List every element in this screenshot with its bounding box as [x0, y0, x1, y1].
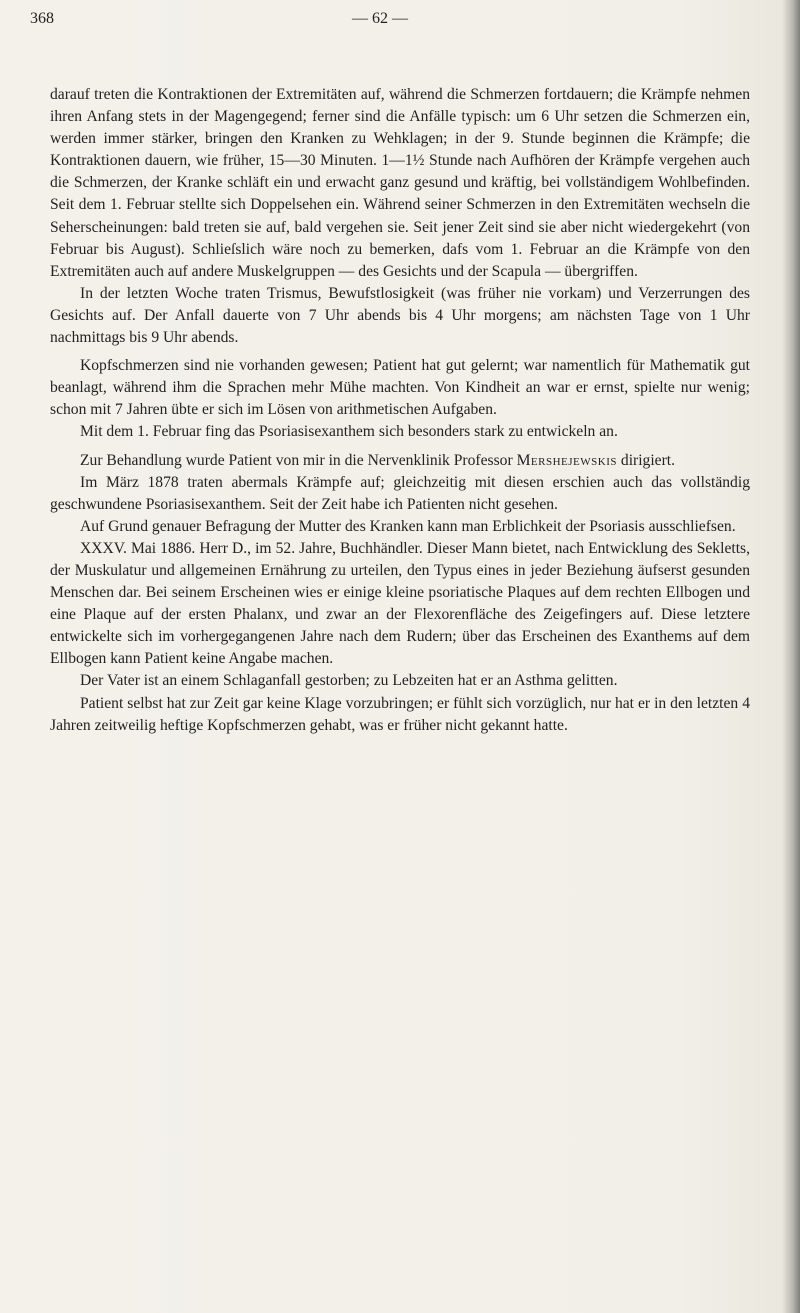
paragraph: Im März 1878 traten abermals Krämpfe auf; gleichzeitig mit diesen erschien auch das vollständig geschwundene Psoriasisexanthem. Seit der Zeit habe ich Patienten nicht gesehen. [50, 473, 750, 513]
paragraph: Kopfschmerzen sind nie vorhanden gewesen; Patient hat gut gelernt; war namentlich für Mathematik gut beanlagt, während ihm die Sprachen mehr Mühe machten. Von Kindheit an war er ernst, spielte nur wenig; schon mit 7 Jahren übte er sich im Lösen von arithmetischen Aufgaben. [50, 357, 750, 419]
main-text [50, 84, 750, 737]
paragraph: Der Vater ist an einem Schlaganfall gestorben; zu Lebzeiten hat er an Asthma gelitten. [80, 672, 618, 690]
section-page-number: — 62 — [352, 10, 408, 27]
page-edge-shadow [782, 0, 800, 1313]
paragraph-text: dirigiert. [617, 451, 676, 469]
paragraph: Auf Grund genauer Befragung der Mutter des Kranken kann man Erblichkeit der Psoriasis ausschliefsen. [80, 517, 736, 535]
paragraph: darauf treten die Kontraktionen der Extremitäten auf, während die Schmerzen fortdauern; die Krämpfe nehmen ihren Anfang stets in der Magengegend; ferner sind die Anfälle typisch: um 6 Uhr setzen die Schmerzen ein, werden immer stärker, bringen den Kranken zu Wehklagen; in der 9. Stunde beginnen die Krämpfe; die Kontraktionen dauern, wie früher, 15—30 Minuten. 1—1½ Stunde nach Aufhören der Krämpfe vergehen auch die Schmerzen, der Kranke schläft ein und erwacht ganz gesund und kräftig, bei vollständigem Wohlbefinden. Seit dem 1. Februar stellte sich Doppelsehen ein. Während seiner Schmerzen in den Extremitäten wechseln die Seherscheinungen: bald treten sie auf, bald vergehen sie. Seit jener Zeit sind sie aber nicht wiedergekehrt (von Februar bis August). Schlieſslich wäre noch zu bemerken, dafs vom 1. Februar an die Krämpfe von den Extremitäten auch auf andere Muskelgruppen — des Gesichts und der Scapula — übergriffen. [50, 86, 750, 280]
paragraph-text: Zur Behandlung wurde Patient von mir in die Nervenklinik Professor [80, 451, 513, 469]
paragraph: XXXV. Mai 1886. Herr D., im 52. Jahre, Buchhändler. Dieser Mann bietet, nach Entwicklung des Sekletts, der Muskulatur und allgemeinen Ernährung zu urteilen, den Typus eines in jeder Beziehung äufserst gesunden Menschen dar. Bei seinem Erscheinen wies er einige kleine psoriatische Plaques auf dem rechten Ellbogen und eine Plaque auf der ersten Phalanx, und zwar an der Flexorenfläche des Zeigefingers auf. Diese letztere entwickelte sich im vorhergegangenen Jahre nach dem Rudern; über das Erscheinen des Exanthems auf dem Ellbogen kann Patient keine Angabe machen. [50, 539, 750, 668]
page-header [30, 10, 730, 36]
person-name: Mershejewskis [516, 451, 617, 469]
paragraph: Patient selbst hat zur Zeit gar keine Klage vorzubringen; er fühlt sich vorzüglich, nur hat er in den letzten 4 Jahren zeitweilig heftige Kopfschmerzen gehabt, was er früher nicht gekannt hatte. [50, 694, 750, 734]
page-number: 368 [30, 10, 54, 27]
paragraph: Mit dem 1. Februar fing das Psoriasisexanthem sich besonders stark zu entwickeln an. [80, 423, 618, 441]
paragraph: In der letzten Woche traten Trismus, Bewufstlosigkeit (was früher nie vorkam) und Verzerrungen des Gesichts auf. Der Anfall dauerte von 7 Uhr abends bis 4 Uhr morgens; am nächsten Tage von 1 Uhr nachmittags bis 9 Uhr abends. [50, 284, 750, 347]
paragraph [50, 450, 750, 472]
